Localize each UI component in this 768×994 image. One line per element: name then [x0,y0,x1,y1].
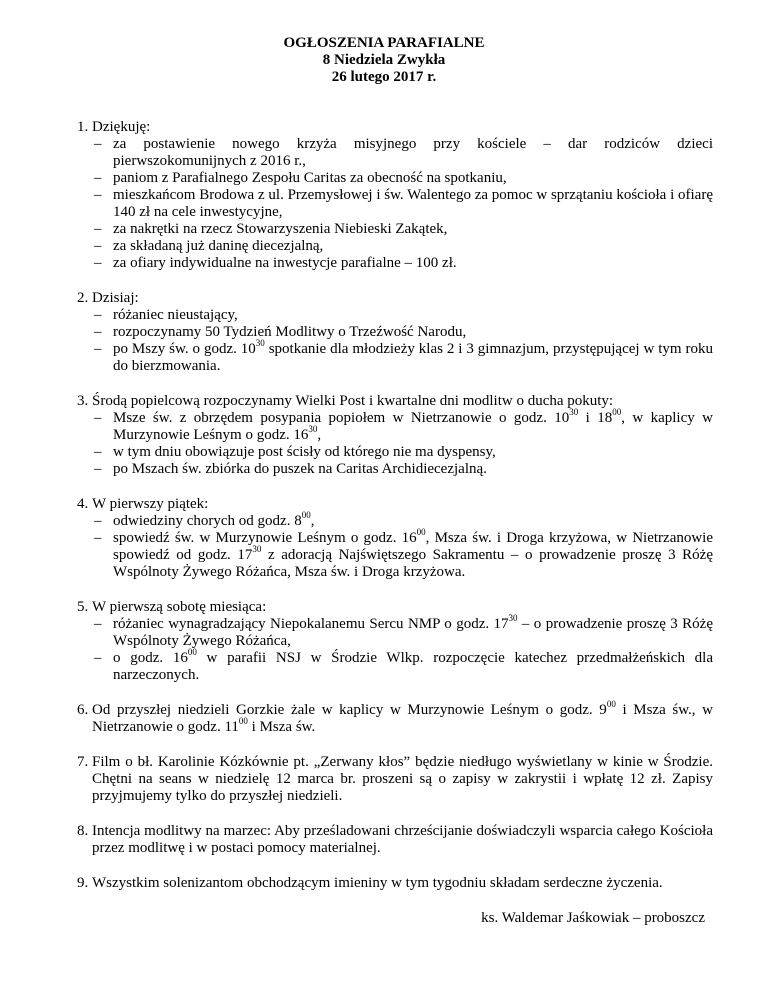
bullet-text [113,136,713,170]
header [0,35,768,86]
text-run: z adoracją Najświętszego Sakramentu – o prowadzenie proszę 3 Różę Wspólnoty Żywego Różańca, Msza św. i Droga krzyżowa. [113,547,713,580]
bullet-item [92,461,713,478]
dash-bullet: – [94,170,102,186]
item-intro: W pierwszą sobotę miesiąca: [92,599,267,615]
text-run: za postawienie nowego krzyża misyjnego przy kościele – dar rodziców dzieci pierwszokomunijnych z 2016 r., [113,136,713,169]
bullet-list [92,510,714,581]
item-number: 3. [77,393,89,409]
announcements-list [77,119,713,910]
item-intro: Dzisiaj: [92,290,139,306]
item-body [92,754,713,805]
bullet-item [92,136,713,170]
item-intro: Środą popielcową rozpoczynamy Wielki Post i kwartalne dni modlitw o ducha pokuty: [92,393,614,409]
announcement-item [77,754,713,805]
dash-bullet: – [94,136,102,152]
dash-bullet: – [94,444,102,460]
time-minutes: 00 [612,407,622,417]
text-run: , [317,427,322,443]
item-body [92,393,713,478]
item-number: 9. [77,875,89,891]
time-minutes: 00 [301,510,311,520]
dash-bullet: – [94,341,102,357]
dash-bullet: – [94,650,102,666]
bullet-text [113,647,713,684]
bullet-text [113,170,713,187]
dash-bullet: – [94,530,102,546]
time-minutes: 30 [252,544,262,554]
dash-bullet: – [94,255,102,271]
item-body [92,290,713,375]
item-number: 8. [77,823,89,839]
text-run: , w kaplicy w Murzynowie Leśnym o godz. 16 [113,410,713,443]
text-run: za składaną już daninę diecezjalną, [113,238,324,254]
text-run: różaniec nieustający, [113,307,238,323]
item-number: 5. [77,599,89,615]
bullet-item [92,187,713,221]
bullet-list [92,613,713,684]
item-body [92,599,713,684]
item-number: 7. [77,754,89,770]
item-text [92,823,713,857]
text-run: Film o bł. Karolinie Kózkównie pt. „Zerwany kłos” będzie niedługo wyświetlany w kinie w Środzie. Chętni na seans w niedzielę 12 marca br. proszeni są o zapisy w zakrystii i wpłatę 12 zł. Zapisy przyjmujemy tylko do przyszłej niedzieli. [92,754,713,804]
dash-bullet: – [94,461,102,477]
text-run: Msze św. z obrzędem posypania popiołem w Nietrzanowie o godz. 10 [113,410,570,426]
bullet-list [92,136,713,272]
bullet-text [113,338,713,375]
item-body [92,823,713,857]
bullet-text [113,510,713,530]
bullet-item [92,238,713,255]
text-run: , Msza św. i Droga krzyżowa, w Nietrzanowie spowiedź od godz. 17 [113,530,714,563]
item-text [92,875,713,892]
announcement-item [77,393,713,478]
bullet-text [113,221,713,238]
announcement-item [77,599,713,684]
bullet-text [113,613,713,650]
bullet-item [92,255,713,272]
text-run: Wszystkim solenizantom obchodzącym imieniny w tym tygodniu składam serdeczne życzenia. [92,875,663,891]
bullet-text [113,527,714,581]
bullet-list [92,407,713,478]
bullet-item [92,407,713,444]
time-minutes: 00 [238,716,248,726]
text-run: – o prowadzenie proszę 3 Różę Wspólnoty Żywego Różańca, [113,616,713,649]
announcement-item [77,699,714,736]
item-body [92,875,713,892]
bullet-list [92,307,713,375]
dash-bullet: – [94,221,102,237]
text-run: spowiedź św. w Murzynowie Leśnym o godz. 16 [113,530,417,546]
item-intro: W pierwszy piątek: [92,496,209,512]
dash-bullet: – [94,238,102,254]
text-run: o godz. 16 [113,650,188,666]
item-text [92,754,713,805]
bullet-item [92,170,713,187]
bullet-item [92,221,713,238]
dash-bullet: – [94,616,102,632]
text-run: po Mszach św. zbiórka do puszek na Caritas Archidiecezjalną. [113,461,487,477]
bullet-text [113,407,713,444]
text-run: w parafii NSJ w Środzie Wlkp. rozpoczęcie katechez przedmałżeńskich dla narzeczonych. [113,650,713,683]
text-run: paniom z Parafialnego Zespołu Caritas za obecność na spotkaniu, [113,170,507,186]
dash-bullet: – [94,410,102,426]
text-run: Intencja modlitwy na marzec: Aby prześladowani chrześcijanie doświadczyli wsparcia całego Kościoła przez modlitwę i w postaci pomocy materialnej. [92,823,713,856]
bullet-item [92,324,713,341]
announcement-item [77,823,713,857]
text-run: mieszkańcom Brodowa z ul. Przemysłowej i św. Walentego za pomoc w sprzątaniu kościoła i ofiarę 140 zł na cele inwestycyjne, [113,187,713,220]
text-run: za nakrętki na rzecz Stowarzyszenia Niebieski Zakątek, [113,221,448,237]
time-minutes: 00 [606,699,616,709]
time-minutes: 30 [569,407,579,417]
bullet-text [113,324,713,341]
bullet-text [113,307,713,324]
item-body [92,119,713,272]
item-number: 6. [77,702,89,718]
page-title: OGŁOSZENIA PARAFIALNE [283,35,485,51]
bullet-item [92,444,713,461]
page-date: 26 lutego 2017 r. [331,69,437,85]
text-run: Od przyszłej niedzieli Gorzkie żale w kaplicy w Murzynowie Leśnym o godz. 9 [92,702,607,718]
time-minutes: 00 [187,647,197,657]
text-run: różaniec wynagradzający Niepokalanemu Sercu NMP o godz. 17 [113,616,509,632]
bullet-item [92,307,713,324]
text-run: i 18 [578,410,613,426]
bullet-text [113,444,713,461]
time-minutes: 30 [508,613,518,623]
dash-bullet: – [94,513,102,529]
bullet-item [92,647,713,684]
item-number: 2. [77,290,89,306]
bullet-text [113,461,713,478]
time-minutes: 30 [255,338,265,348]
page-subtitle: 8 Niedziela Zwykła [322,52,446,68]
item-body [92,496,713,581]
announcement-item [77,875,713,892]
text-run: i Msza św. [247,719,316,735]
item-number: 4. [77,496,89,512]
announcement-item [77,290,713,375]
signature: ks. Waldemar Jaśkowiak – proboszcz [481,910,705,926]
time-minutes: 00 [416,527,426,537]
time-minutes: 30 [308,424,318,434]
text-run: i Msza św., w Nietrzanowie o godz. 11 [92,702,714,735]
bullet-item [92,510,713,530]
bullet-item [92,613,713,650]
dash-bullet: – [94,324,102,340]
dash-bullet: – [94,307,102,323]
bullet-text [113,187,713,221]
text-run: za ofiary indywidualne na inwestycje parafialne – 100 zł. [113,255,457,271]
announcement-item [77,496,713,581]
text-run: spotkanie dla młodzieży klas 2 i 3 gimnazjum, przystępującej w tym roku do bierzmowania. [113,341,713,374]
text-run: rozpoczynamy 50 Tydzień Modlitwy o Trzeźwość Narodu, [113,324,467,340]
bullet-text [113,238,713,255]
item-number: 1. [77,119,89,135]
bullet-item [92,338,713,375]
dash-bullet: – [94,187,102,203]
text-run: po Mszy św. o godz. 10 [113,341,256,357]
text-run: w tym dniu obowiązuje post ścisły od którego nie ma dyspensy, [113,444,496,460]
bullet-item [92,527,714,581]
item-body [92,699,714,736]
announcement-item [77,119,713,272]
text-run: , [310,513,315,529]
item-intro: Dziękuję: [92,119,151,135]
item-text [92,699,714,736]
bullet-text [113,255,713,272]
text-run: odwiedziny chorych od godz. 8 [113,513,302,529]
